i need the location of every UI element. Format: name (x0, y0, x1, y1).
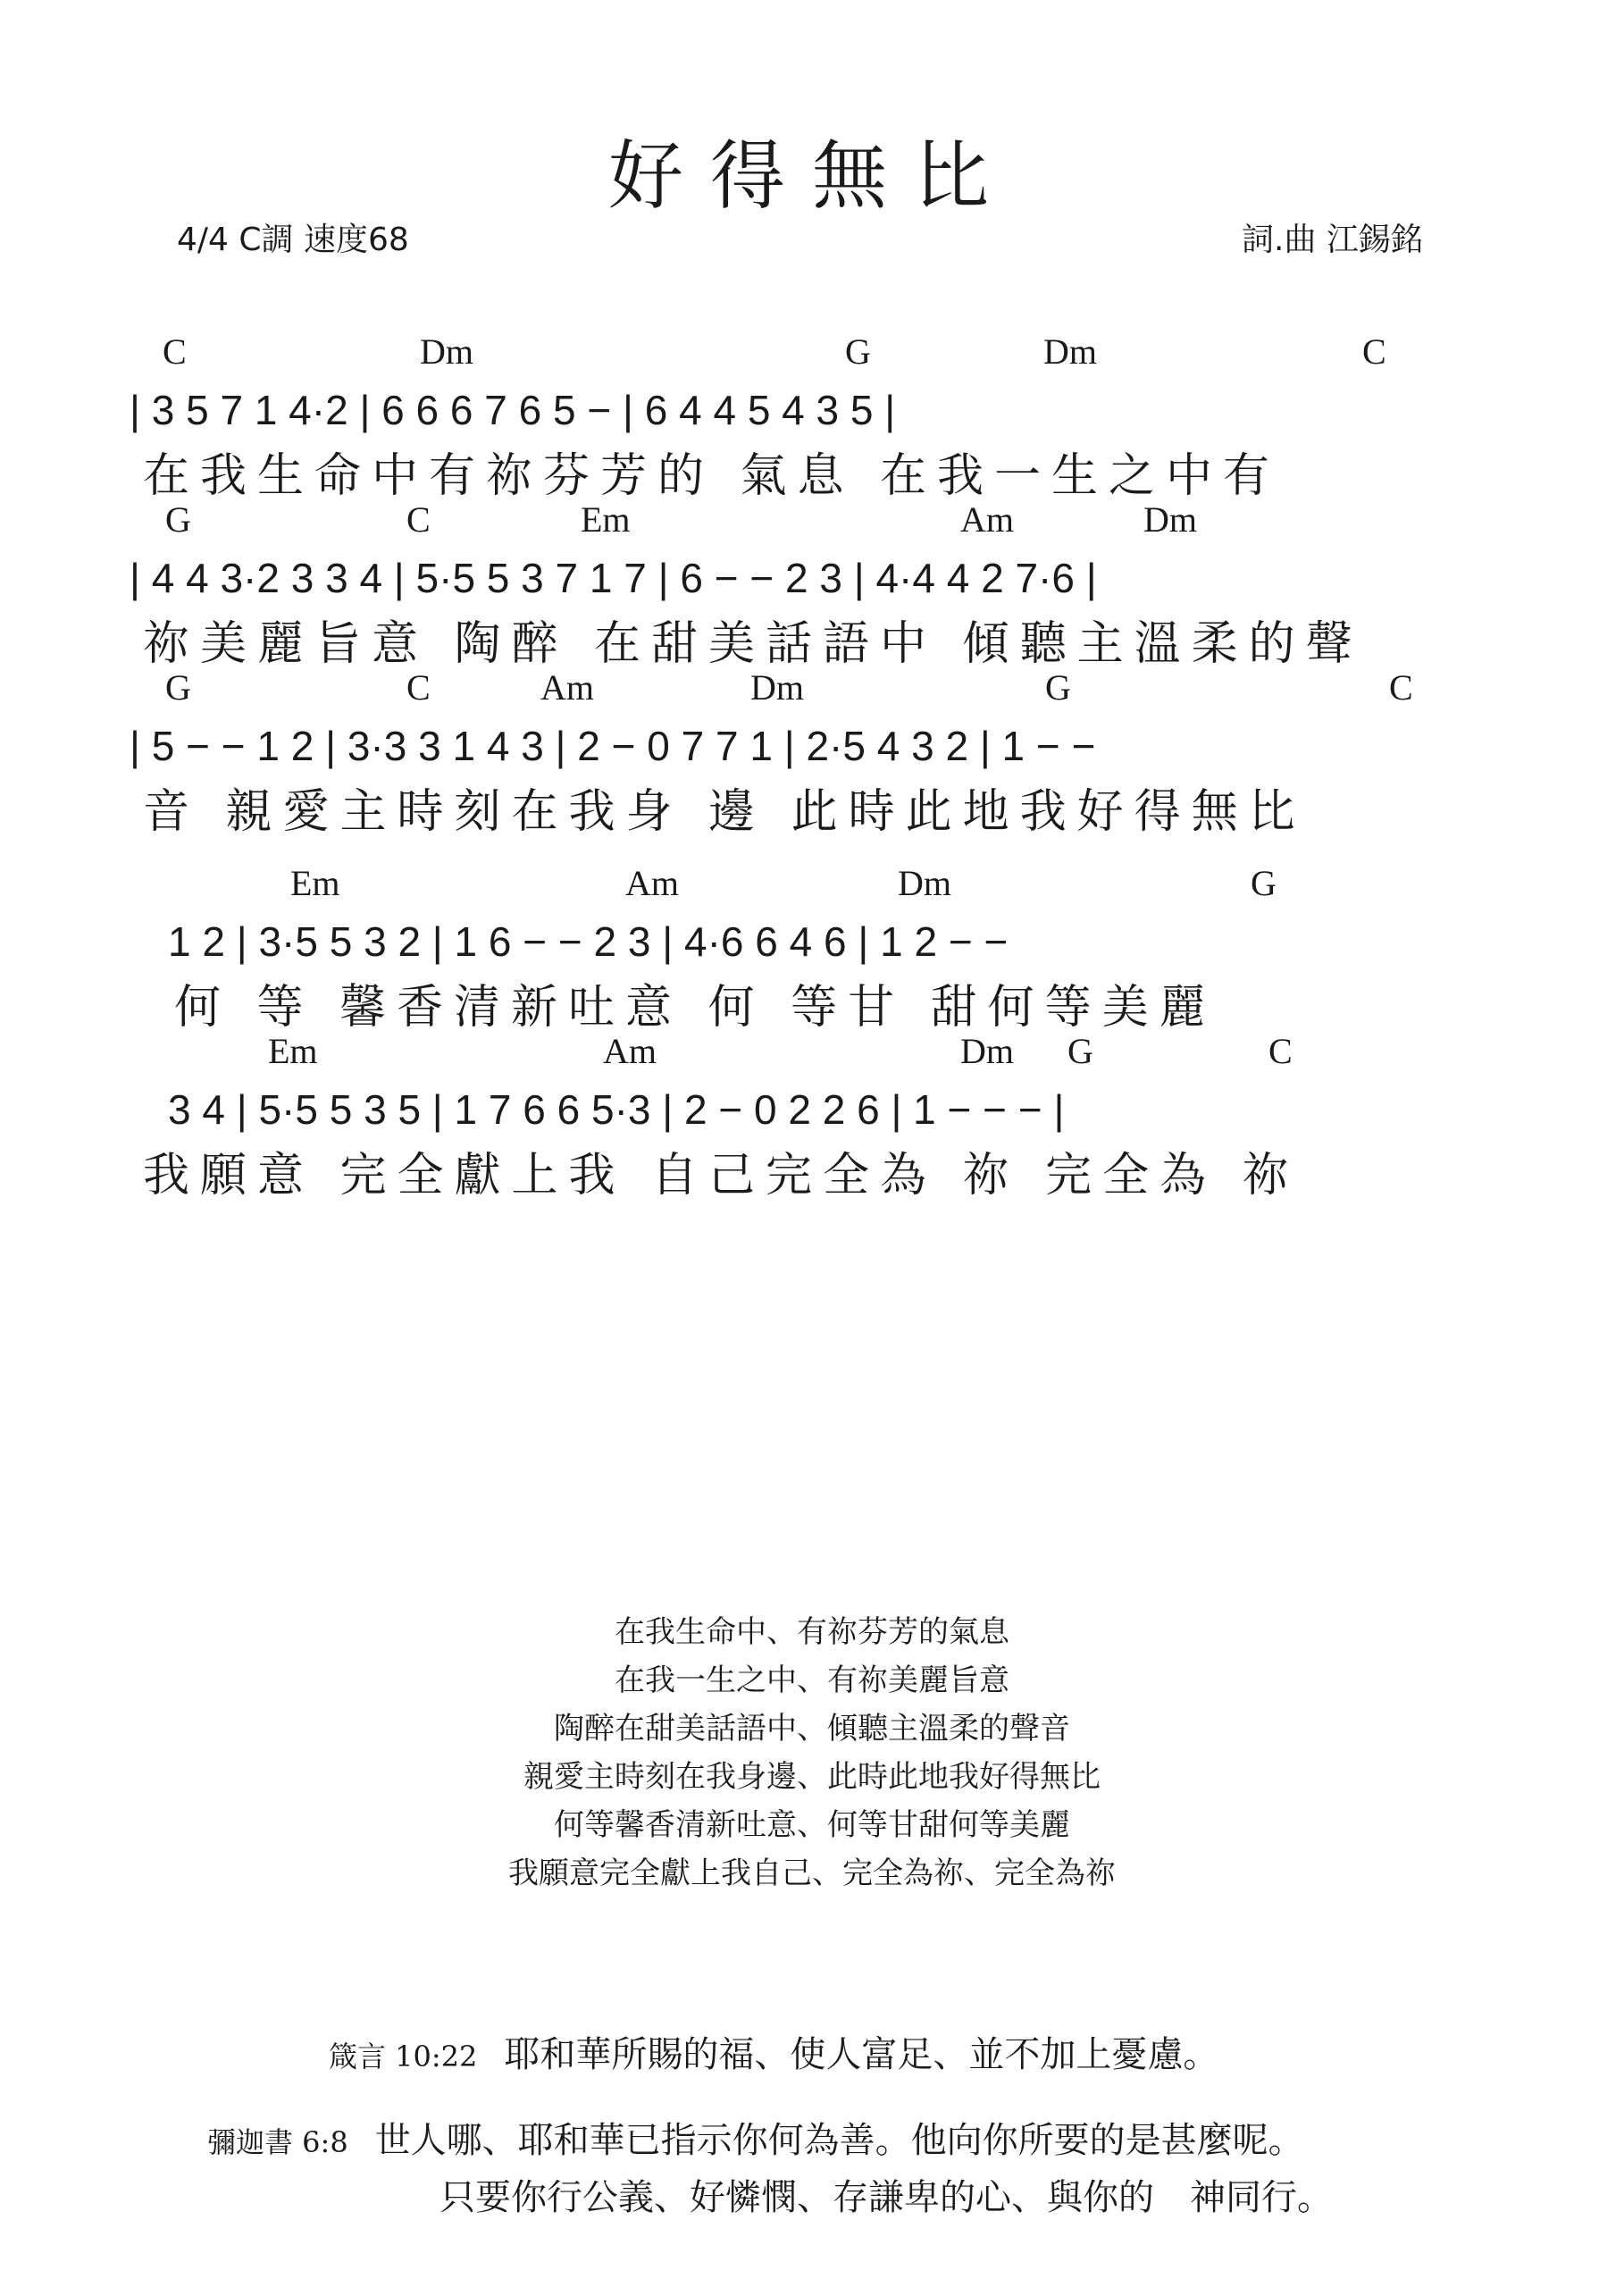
verse-text: 世人哪、耶和華已指示你何為善。他向你所要的是甚麼呢。 (374, 2120, 1304, 2161)
lyrics-line: 在我一生之中、有祢美麗旨意 (615, 1663, 1009, 1698)
score-line-1 (0, 331, 1624, 503)
chord: Am (603, 1031, 657, 1071)
chord: Em (268, 1031, 318, 1071)
score-line-4 (0, 862, 1624, 1035)
chord: Am (960, 499, 1014, 540)
numbered-notes: 3 4 | 5·5 5 3 5 | 1 7 6 6 5·3 | 2 − 0 2 2 6 | 1 − − − | (168, 1086, 1065, 1133)
time-key-tempo: 4/4 C調 速度68 (177, 222, 409, 258)
lyric-line: 何 等 馨香清新吐意 何 等甘 甜何等美麗 (174, 981, 1217, 1035)
chord-row (0, 498, 1624, 545)
chord: C (1362, 331, 1386, 372)
score-line-3 (0, 666, 1624, 839)
chord: Dm (750, 667, 804, 708)
chord: Dm (1143, 499, 1197, 540)
verse-reference: 箴言 10:22 (329, 2040, 478, 2073)
chord: Em (290, 863, 340, 903)
chord-row (0, 331, 1624, 377)
chord: Em (581, 499, 631, 540)
numbered-notes: | 5 − − 1 2 | 3·3 3 1 4 3 | 2 − 0 7 7 1 | 2·5 4 3 2 | 1 − − (130, 723, 1096, 769)
numbered-notes: | 4 4 3·2 3 3 4 | 5·5 5 3 7 1 7 | 6 − − 2 3 | 4·4 4 2 7·6 | (130, 555, 1097, 601)
chord: C (163, 331, 187, 372)
chord: Dm (898, 863, 951, 903)
numbered-notes: 1 2 | 3·5 5 3 2 | 1 6 − − 2 3 | 4·6 6 4 6 | 1 2 − − (168, 918, 1009, 965)
verse-text: 耶和華所賜的福、使人富足、並不加上憂慮。 (504, 2034, 1219, 2075)
lyrics-line: 在我生命中、有祢芬芳的氣息 (615, 1614, 1009, 1650)
song-title: 好得無比 (607, 132, 1016, 220)
verse-text: 只要你行公義、好憐憫、存謙卑的心、與你的 神同行。 (439, 2177, 1333, 2218)
lyric-line: 我願意 完全獻上我 自己完全為 祢 完全為 祢 (143, 1149, 1300, 1202)
note-row (0, 722, 1624, 779)
lyrics-line: 何等馨香清新吐意、何等甘甜何等美麗 (554, 1807, 1070, 1843)
note-row (0, 554, 1624, 611)
lyric-line: 在我生命中有祢芬芳的 氣息 在我一生之中有 (143, 449, 1281, 503)
note-row (0, 386, 1624, 443)
chord: G (1067, 1031, 1093, 1071)
numbered-notes: | 3 5 7 1 4·2 | 6 6 6 7 6 5 − | 6 4 4 5 4 3 5 | (130, 387, 896, 433)
lyric-line: 音 親愛主時刻在我身 邊 此時此地我好得無比 (143, 785, 1306, 839)
note-row (0, 917, 1624, 975)
composer-credit: 詞.曲 江錫銘 (1242, 222, 1423, 258)
chord: C (406, 499, 431, 540)
full-lyrics (0, 1608, 1624, 1897)
chord: Am (625, 863, 679, 903)
score-line-5 (0, 1030, 1624, 1200)
verse-micah (207, 2112, 1304, 2163)
chord-row (0, 862, 1624, 909)
chord-row (0, 666, 1624, 713)
chord: Am (540, 667, 594, 708)
chord: G (845, 331, 871, 372)
verse-micah-cont (439, 2169, 1333, 2220)
lyric-line: 祢美麗旨意 陶醉 在甜美話語中 傾聽主溫柔的聲 (143, 617, 1363, 671)
score-line-2 (0, 498, 1624, 671)
chord: G (1251, 863, 1277, 903)
chord: C (1268, 1031, 1293, 1071)
chord: C (1389, 667, 1413, 708)
lyrics-line: 親愛主時刻在我身邊、此時此地我好得無比 (523, 1759, 1101, 1795)
verse-reference: 彌迦書 6:8 (207, 2125, 348, 2159)
chord: G (165, 499, 191, 540)
chord: Dm (960, 1031, 1014, 1071)
lyrics-line: 陶醉在甜美話語中、傾聽主溫柔的聲音 (554, 1711, 1070, 1747)
chord: C (406, 667, 431, 708)
chord-row (0, 1030, 1624, 1076)
note-row (0, 1085, 1624, 1143)
chord: G (165, 667, 191, 708)
lyrics-line: 我願意完全獻上我自己、完全為祢、完全為祢 (508, 1856, 1116, 1891)
verse-proverbs (329, 2026, 1218, 2077)
chord: G (1045, 667, 1071, 708)
chord: Dm (1043, 331, 1097, 372)
chord: Dm (420, 331, 473, 372)
